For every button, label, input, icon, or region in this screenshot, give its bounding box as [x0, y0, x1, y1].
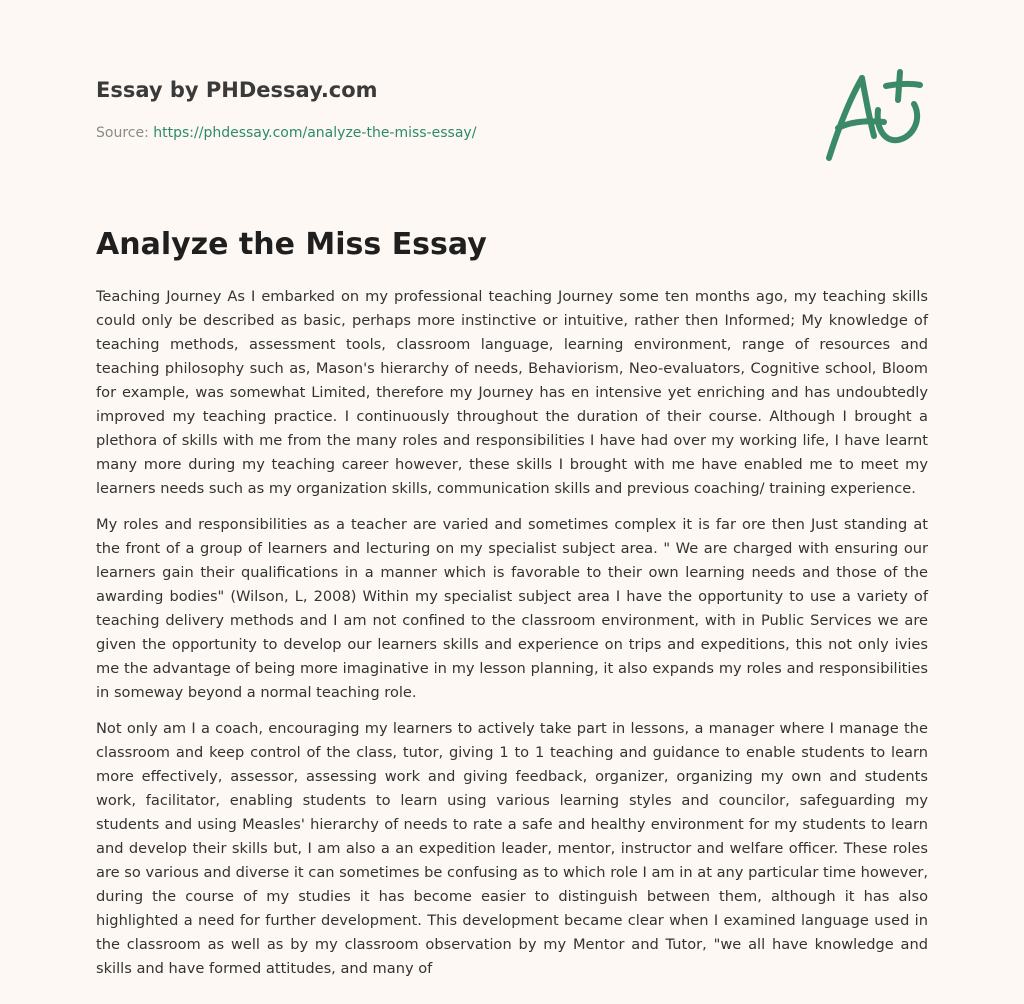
a-plus-grade-icon [822, 66, 930, 166]
essay-paragraph: My roles and responsibilities as a teacher are varied and sometimes complex it is far ore then Just standing at the front of a group of learners and lecturing on my specialist subject area. " We are charged with ensuring our learners gain their qualifications in a manner which is favorable to their own learning needs and those of the awarding bodies" (Wilson, L, 2008) Within my specialist subject area I have the opportunity to use a variety of teaching delivery methods and I am not confined to the classroom environment, with in Public Services we are given the opportunity to develop our learners skills and experience on trips and expeditions, this not only ivies me the advantage of being more imaginative in my lesson planning, it also expands my roles and responsibilities in someway beyond a normal teaching role. [96, 516, 928, 701]
essay-body [96, 285, 928, 993]
source-label: Source: [96, 125, 154, 141]
brand-title: Essay by PHDessay.com [96, 78, 378, 102]
essay-paragraph: Not only am I a coach, encouraging my learners to actively take part in lessons, a manager where I manage the classroom and keep control of the class, tutor, giving 1 to 1 teaching and guidance to enable students to learn more effectively, assessor, assessing work and giving feedback, organizer, organizing my own and students work, facilitator, enabling students to learn using various learning styles and councilor, safeguarding my students and using Measles' hierarchy of needs to rate a safe and healthy environment for my students to learn and develop their skills but, I am also a an expedition leader, mentor, instructor and welfare officer. These roles are so various and diverse it can sometimes be confusing as to which role I am in at any particular time however, during the course of my studies it has become easier to distinguish between them, although it has also highlighted a need for further development. This development became clear when I examined language used in the classroom as well as by my classroom observation by my Mentor and Tutor, "we all have knowledge and skills and have formed attitudes, and many of [96, 720, 928, 977]
site-header [96, 76, 856, 142]
essay-paragraph: Teaching Journey As I embarked on my professional teaching Journey some ten months ago, my teaching skills could only be described as basic, perhaps more instinctive or intuitive, rather then Informed; My knowledge of teaching methods, assessment tools, classroom language, learning environment, range of resources and teaching philosophy such as, Mason's hierarchy of needs, Behaviorism, Neo-evaluators, Cognitive school, Bloom for example, was somewhat Limited, therefore my Journey has en intensive yet enriching and has undoubtedly improved my teaching practice. I continuously throughout the duration of their course. Although I brought a plethora of skills with me from the many roles and responsibilities I have had over my working life, I have learnt many more during my teaching career however, these skills I brought with me have enabled me to meet my learners needs such as my organization skills, communication skills and previous coaching/ training experience. [96, 288, 928, 497]
source-line [96, 124, 856, 142]
source-link[interactable]: https://phdessay.com/analyze-the-miss-essay/ [153, 125, 477, 141]
page-title: Analyze the Miss Essay [96, 227, 487, 262]
